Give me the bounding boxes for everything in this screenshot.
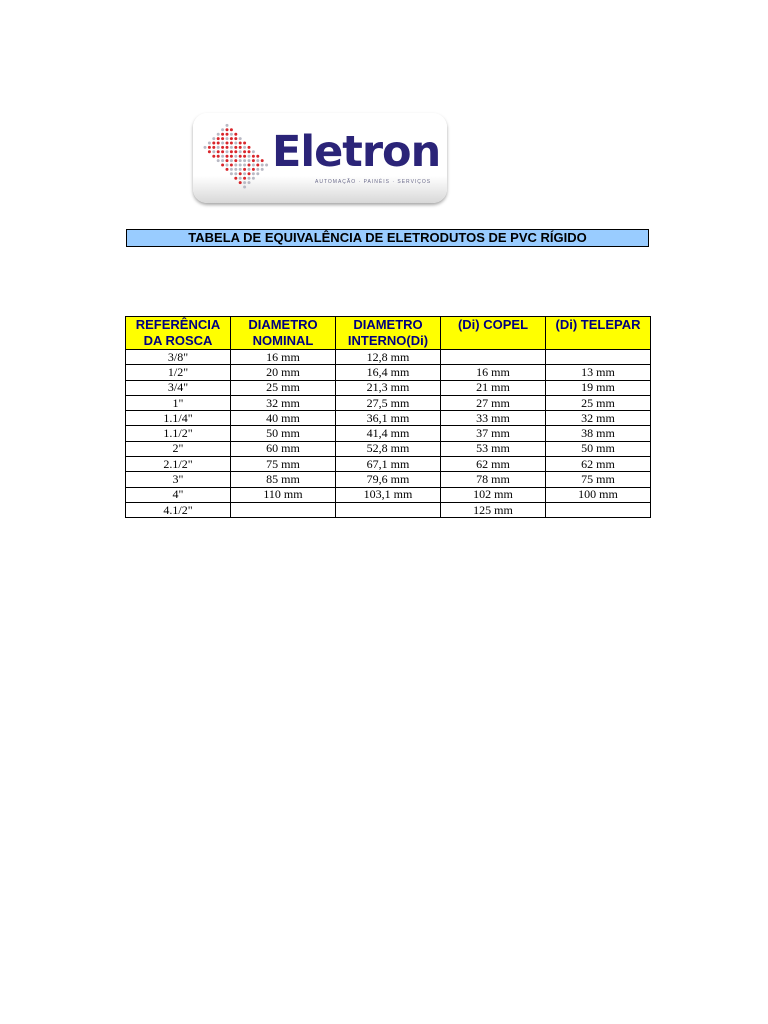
logo-dot: [217, 150, 220, 153]
logo-dot: [248, 181, 251, 184]
logo-dot: [204, 146, 207, 149]
logo-dot: [226, 142, 229, 145]
logo-dot: [256, 172, 259, 175]
logo-dot: [226, 150, 229, 153]
logo-dot: [239, 137, 242, 140]
logo-dot: [217, 159, 220, 162]
table-cell: 41,4 mm: [336, 426, 441, 441]
table-cell: 75 mm: [546, 472, 651, 487]
logo-dot: [226, 155, 229, 158]
logo-dot: [239, 181, 242, 184]
table-cell: 102 mm: [441, 487, 546, 502]
logo-dot: [239, 142, 242, 145]
logo-dot: [239, 159, 242, 162]
table-cell: 37 mm: [441, 426, 546, 441]
logo-dot: [221, 142, 224, 145]
col-header-reference: REFERÊNCIA DA ROSCA: [126, 317, 231, 350]
logo-dot: [230, 146, 233, 149]
logo-dot: [217, 137, 220, 140]
logo-dot: [226, 137, 229, 140]
logo-dot: [230, 137, 233, 140]
logo-dot: [230, 128, 233, 131]
table-cell: 60 mm: [231, 441, 336, 456]
logo-dot: [248, 150, 251, 153]
equivalence-table: [125, 316, 651, 518]
table-cell: 79,6 mm: [336, 472, 441, 487]
logo-dot: [208, 146, 211, 149]
logo-dot: [248, 146, 251, 149]
table-row: [126, 487, 651, 502]
logo-dot: [248, 172, 251, 175]
table-row: [126, 441, 651, 456]
table-header-row: [126, 317, 651, 350]
table-cell: 16 mm: [231, 350, 336, 365]
logo-dot: [221, 133, 224, 136]
table-row: [126, 350, 651, 365]
table-cell: 62 mm: [441, 457, 546, 472]
table-cell: [231, 502, 336, 517]
table-cell: 21 mm: [441, 380, 546, 395]
table-cell: 110 mm: [231, 487, 336, 502]
table-cell: 85 mm: [231, 472, 336, 487]
logo-dot: [230, 133, 233, 136]
logo-dot: [212, 146, 215, 149]
logo-dot: [243, 181, 246, 184]
table-cell: 78 mm: [441, 472, 546, 487]
logo-dot: [248, 159, 251, 162]
logo-dot: [261, 168, 264, 171]
table-cell: 19 mm: [546, 380, 651, 395]
logo-dot: [221, 164, 224, 167]
table-cell: [441, 350, 546, 365]
logo-dot: [217, 142, 220, 145]
logo-dot: [217, 133, 220, 136]
logo-dot: [221, 128, 224, 131]
logo-dot: [234, 164, 237, 167]
logo-dot: [230, 168, 233, 171]
table-row: [126, 411, 651, 426]
logo-dot: [248, 164, 251, 167]
logo-dot: [234, 146, 237, 149]
table-cell: 50 mm: [546, 441, 651, 456]
logo-mark-icon: [203, 119, 269, 195]
logo-dot: [265, 164, 268, 167]
logo-dot: [230, 150, 233, 153]
logo-dot: [217, 146, 220, 149]
table-cell: 2": [126, 441, 231, 456]
table-row: [126, 365, 651, 380]
logo-dot: [221, 146, 224, 149]
logo-dot: [234, 155, 237, 158]
table-cell: 1.1/2": [126, 426, 231, 441]
logo-dot: [243, 186, 246, 189]
table-cell: 40 mm: [231, 411, 336, 426]
logo-dot: [212, 150, 215, 153]
logo-dot: [230, 164, 233, 167]
logo-dot: [208, 150, 211, 153]
logo-dot: [226, 146, 229, 149]
logo-dot: [239, 164, 242, 167]
table-cell: 50 mm: [231, 426, 336, 441]
col-header-copel: (Di) COPEL: [441, 317, 546, 350]
logo-dot: [217, 155, 220, 158]
table-cell: [546, 502, 651, 517]
logo-dot: [226, 128, 229, 131]
table-cell: 125 mm: [441, 502, 546, 517]
logo-dot: [230, 142, 233, 145]
logo-dot: [221, 137, 224, 140]
logo-dot: [212, 142, 215, 145]
table-cell: 3": [126, 472, 231, 487]
logo-dot: [234, 168, 237, 171]
logo-dot: [243, 146, 246, 149]
table-cell: 16,4 mm: [336, 365, 441, 380]
page-title: TABELA DE EQUIVALÊNCIA DE ELETRODUTOS DE PVC RÍGIDO: [126, 229, 649, 247]
logo-dot: [212, 155, 215, 158]
table-cell: 21,3 mm: [336, 380, 441, 395]
logo-dot: [234, 177, 237, 180]
table-cell: 4": [126, 487, 231, 502]
col-header-telepar: (Di) TELEPAR: [546, 317, 651, 350]
table-row: [126, 380, 651, 395]
logo-dot: [221, 150, 224, 153]
table-cell: 53 mm: [441, 441, 546, 456]
logo-dot: [243, 168, 246, 171]
logo-dot: [243, 155, 246, 158]
logo-dot: [252, 150, 255, 153]
logo-dot: [248, 155, 251, 158]
table-cell: 67,1 mm: [336, 457, 441, 472]
table-cell: 1.1/4": [126, 411, 231, 426]
col-header-internal-diameter: DIAMETRO INTERNO(Di): [336, 317, 441, 350]
logo-dot: [243, 150, 246, 153]
table-row: [126, 472, 651, 487]
table-cell: 36,1 mm: [336, 411, 441, 426]
table-cell: 52,8 mm: [336, 441, 441, 456]
table-cell: 20 mm: [231, 365, 336, 380]
table-cell: 1": [126, 395, 231, 410]
table-cell: 3/4": [126, 380, 231, 395]
table-cell: 32 mm: [231, 395, 336, 410]
table-cell: 3/8": [126, 350, 231, 365]
logo-dot: [239, 155, 242, 158]
table-cell: 38 mm: [546, 426, 651, 441]
logo-dot: [226, 159, 229, 162]
logo-dot: [208, 142, 211, 145]
logo-dot: [226, 133, 229, 136]
table-cell: 1/2": [126, 365, 231, 380]
table-cell: 4.1/2": [126, 502, 231, 517]
logo-dot: [234, 142, 237, 145]
table-cell: 13 mm: [546, 365, 651, 380]
logo-dot: [252, 159, 255, 162]
logo-dot: [239, 146, 242, 149]
table-cell: 25 mm: [546, 395, 651, 410]
logo-dot: [256, 164, 259, 167]
logo-dot: [261, 159, 264, 162]
col-header-nominal-diameter: DIAMETRO NOMINAL: [231, 317, 336, 350]
logo-dot: [248, 168, 251, 171]
table-cell: 100 mm: [546, 487, 651, 502]
logo-dot: [239, 150, 242, 153]
table-cell: 16 mm: [441, 365, 546, 380]
logo-dot: [256, 155, 259, 158]
table-cell: 32 mm: [546, 411, 651, 426]
logo-dot: [234, 133, 237, 136]
logo-dot: [252, 177, 255, 180]
table-row: [126, 457, 651, 472]
logo-dot: [230, 159, 233, 162]
logo-dot: [252, 172, 255, 175]
logo-dot: [243, 172, 246, 175]
table-row: [126, 395, 651, 410]
logo-tagline: AUTOMAÇÃO · PAINÉIS · SERVIÇOS: [315, 179, 432, 185]
logo-dot: [252, 164, 255, 167]
logo-dot: [226, 124, 229, 127]
logo-dot: [230, 172, 233, 175]
logo-dot: [243, 177, 246, 180]
logo-dot: [248, 177, 251, 180]
logo-dot: [234, 172, 237, 175]
logo-dot: [256, 159, 259, 162]
logo-dot: [221, 155, 224, 158]
table-cell: 27,5 mm: [336, 395, 441, 410]
logo-dot: [239, 168, 242, 171]
table-row: [126, 502, 651, 517]
logo-dot: [221, 159, 224, 162]
table-cell: 33 mm: [441, 411, 546, 426]
table-cell: 62 mm: [546, 457, 651, 472]
logo-dot: [230, 155, 233, 158]
logo-dot: [234, 137, 237, 140]
logo-dot: [252, 168, 255, 171]
logo-dot: [234, 150, 237, 153]
table-cell: 12,8 mm: [336, 350, 441, 365]
table-cell: [546, 350, 651, 365]
table-cell: 75 mm: [231, 457, 336, 472]
table-cell: 27 mm: [441, 395, 546, 410]
table-cell: 103,1 mm: [336, 487, 441, 502]
logo-dot: [243, 159, 246, 162]
logo-dot: [252, 155, 255, 158]
logo-dot: [256, 168, 259, 171]
table-cell: 2.1/2": [126, 457, 231, 472]
logo-dot: [261, 164, 264, 167]
table-cell: 25 mm: [231, 380, 336, 395]
logo-dot: [226, 168, 229, 171]
logo-dot: [234, 159, 237, 162]
logo-dot: [239, 172, 242, 175]
logo-dot: [226, 164, 229, 167]
logo-dot: [243, 164, 246, 167]
logo-wordmark: Eletron: [272, 127, 441, 177]
eletron-logo: [193, 113, 447, 203]
table-row: [126, 426, 651, 441]
table-cell: [336, 502, 441, 517]
logo-dot: [212, 137, 215, 140]
logo-dot: [243, 142, 246, 145]
logo-dot: [239, 177, 242, 180]
